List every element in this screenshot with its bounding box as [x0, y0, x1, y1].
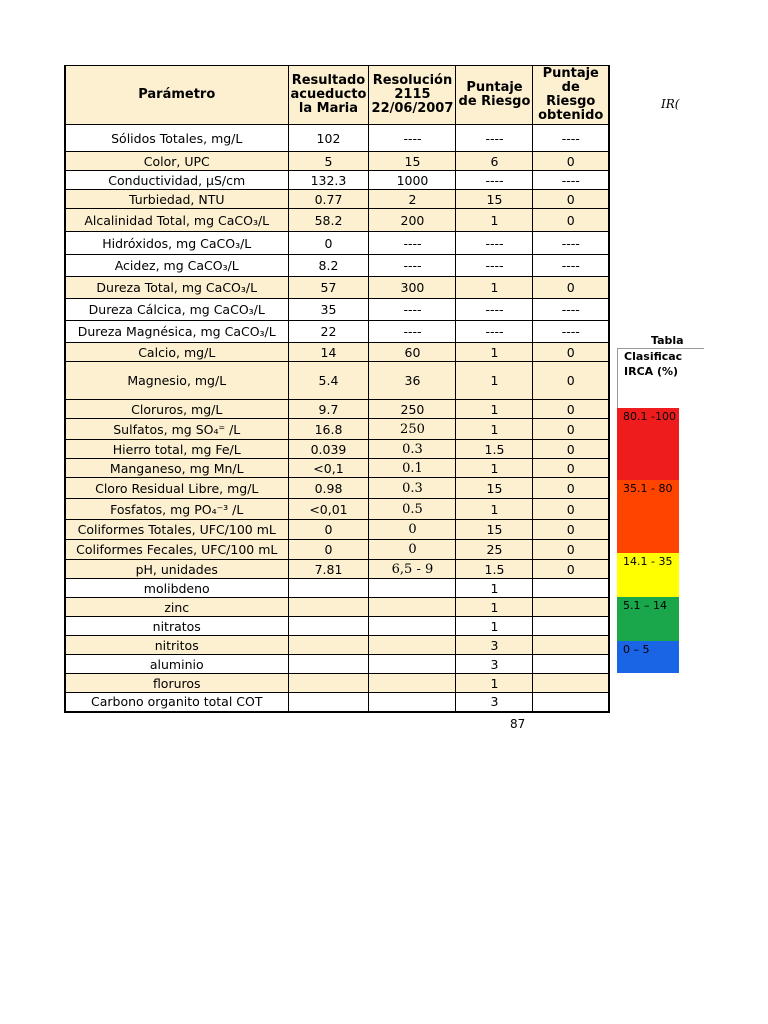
legend-band: 5.1 – 14	[617, 597, 679, 641]
cell-parametro: Cloruros, mg/L	[65, 400, 288, 419]
cell-resultado: <0,1	[288, 459, 369, 478]
cell-obtenido: ----	[533, 255, 609, 277]
cell-obtenido: 0	[533, 520, 609, 540]
cell-resultado: 58.2	[288, 209, 369, 232]
cell-obtenido: 0	[533, 190, 609, 209]
cell-parametro: Hierro total, mg Fe/L	[65, 440, 288, 459]
cell-resultado: 0.98	[288, 478, 369, 499]
cell-puntaje: 1.5	[456, 560, 533, 579]
legend-band: 80.1 -100	[617, 408, 679, 480]
cell-resolucion: 60	[369, 343, 456, 362]
cell-parametro: Color, UPC	[65, 152, 288, 171]
table-row	[65, 440, 609, 459]
cell-puntaje: 15	[456, 478, 533, 499]
cell-puntaje: 1	[456, 362, 533, 400]
table-row	[65, 636, 609, 655]
cell-obtenido: 0	[533, 478, 609, 499]
cell-obtenido: 0	[533, 499, 609, 520]
cell-puntaje: 1	[456, 343, 533, 362]
cell-puntaje: 3	[456, 693, 533, 712]
cell-puntaje: 1	[456, 598, 533, 617]
formula-fragment: IR(	[661, 97, 680, 111]
cell-resultado: 14	[288, 343, 369, 362]
page-number: 87	[510, 717, 526, 731]
cell-resultado: 5.4	[288, 362, 369, 400]
cell-resolucion	[369, 579, 456, 598]
cell-parametro: Carbono organito total COT	[65, 693, 288, 712]
cell-puntaje: 1	[456, 617, 533, 636]
cell-obtenido: 0	[533, 440, 609, 459]
cell-resolucion: 250	[369, 419, 456, 440]
cell-parametro: nitritos	[65, 636, 288, 655]
cell-obtenido: 0	[533, 459, 609, 478]
cell-parametro: Coliformes Fecales, UFC/100 mL	[65, 540, 288, 560]
cell-resolucion: ----	[369, 255, 456, 277]
header-resultado: Resultado acueducto la Maria	[288, 66, 369, 125]
cell-obtenido	[533, 655, 609, 674]
cell-parametro: nitratos	[65, 617, 288, 636]
cell-obtenido: 0	[533, 419, 609, 440]
table-row	[65, 419, 609, 440]
cell-resultado: 0	[288, 520, 369, 540]
header-parametro: Parámetro	[65, 66, 288, 125]
header-resolucion: Resolución 2115 22/06/2007	[369, 66, 456, 125]
cell-puntaje: 1	[456, 419, 533, 440]
cell-puntaje: 15	[456, 190, 533, 209]
cell-obtenido: 0	[533, 540, 609, 560]
cell-resultado	[288, 674, 369, 693]
legend-band: 0 – 5	[617, 641, 679, 673]
cell-parametro: Alcalinidad Total, mg CaCO₃/L	[65, 209, 288, 232]
cell-resolucion: 0.3	[369, 440, 456, 459]
legend-title: Tabla	[651, 334, 684, 347]
cell-resolucion	[369, 598, 456, 617]
cell-resultado	[288, 655, 369, 674]
table-row	[65, 209, 609, 232]
cell-puntaje: 1	[456, 277, 533, 299]
cell-resolucion: 0.3	[369, 478, 456, 499]
cell-parametro: Cloro Residual Libre, mg/L	[65, 478, 288, 499]
table-row	[65, 693, 609, 712]
cell-resolucion: 0	[369, 520, 456, 540]
cell-resultado: 0	[288, 232, 369, 255]
table-row	[65, 343, 609, 362]
table-row	[65, 299, 609, 321]
cell-obtenido: 0	[533, 560, 609, 579]
cell-resolucion: 0	[369, 540, 456, 560]
table-row	[65, 579, 609, 598]
cell-parametro: Turbiedad, NTU	[65, 190, 288, 209]
cell-obtenido	[533, 617, 609, 636]
cell-obtenido: ----	[533, 299, 609, 321]
table-row	[65, 520, 609, 540]
cell-obtenido: ----	[533, 125, 609, 152]
cell-resolucion: 200	[369, 209, 456, 232]
cell-resultado: 8.2	[288, 255, 369, 277]
cell-parametro: Magnesio, mg/L	[65, 362, 288, 400]
cell-resultado: 35	[288, 299, 369, 321]
table-row	[65, 560, 609, 579]
cell-puntaje: ----	[456, 299, 533, 321]
cell-resolucion: ----	[369, 299, 456, 321]
table-row	[65, 277, 609, 299]
cell-resultado: 22	[288, 321, 369, 343]
cell-resolucion: 2	[369, 190, 456, 209]
table-row	[65, 190, 609, 209]
cell-resolucion: 300	[369, 277, 456, 299]
irca-legend	[617, 334, 684, 672]
cell-obtenido: 0	[533, 152, 609, 171]
table-row	[65, 499, 609, 520]
cell-obtenido: 0	[533, 277, 609, 299]
cell-resolucion: ----	[369, 125, 456, 152]
cell-puntaje: 1	[456, 579, 533, 598]
cell-parametro: Conductividad, µS/cm	[65, 171, 288, 190]
legend-header-line-2: IRCA (%)	[624, 365, 679, 378]
cell-resultado: 102	[288, 125, 369, 152]
cell-obtenido: ----	[533, 321, 609, 343]
cell-parametro: Coliformes Totales, UFC/100 mL	[65, 520, 288, 540]
cell-puntaje: 1	[456, 400, 533, 419]
cell-resolucion: ----	[369, 321, 456, 343]
table-row	[65, 617, 609, 636]
legend-band: 14.1 - 35	[617, 553, 679, 597]
cell-parametro: Sólidos Totales, mg/L	[65, 125, 288, 152]
cell-parametro: Dureza Magnésica, mg CaCO₃/L	[65, 321, 288, 343]
cell-obtenido: 0	[533, 343, 609, 362]
cell-parametro: Dureza Total, mg CaCO₃/L	[65, 277, 288, 299]
cell-resultado: <0,01	[288, 499, 369, 520]
cell-resultado	[288, 693, 369, 712]
table-row	[65, 171, 609, 190]
cell-resolucion: 1000	[369, 171, 456, 190]
cell-puntaje: 25	[456, 540, 533, 560]
header-obtenido: Puntaje de Riesgo obtenido	[533, 66, 609, 125]
cell-obtenido: 0	[533, 209, 609, 232]
table-row	[65, 232, 609, 255]
cell-puntaje: 15	[456, 520, 533, 540]
cell-parametro: Calcio, mg/L	[65, 343, 288, 362]
cell-parametro: Fosfatos, mg PO₄⁻³ /L	[65, 499, 288, 520]
table-row	[65, 540, 609, 560]
cell-resolucion: 0.1	[369, 459, 456, 478]
cell-resolucion: 36	[369, 362, 456, 400]
cell-obtenido	[533, 674, 609, 693]
table-row	[65, 152, 609, 171]
cell-parametro: zinc	[65, 598, 288, 617]
cell-puntaje: ----	[456, 171, 533, 190]
cell-resolucion: 250	[369, 400, 456, 419]
cell-puntaje: ----	[456, 255, 533, 277]
legend-band: 35.1 - 80	[617, 480, 679, 553]
table-row	[65, 255, 609, 277]
table-row	[65, 459, 609, 478]
table-row	[65, 400, 609, 419]
cell-resultado: 0	[288, 540, 369, 560]
header-puntaje: Puntaje de Riesgo	[456, 66, 533, 125]
cell-resultado	[288, 579, 369, 598]
cell-parametro: Sulfatos, mg SO₄⁼ /L	[65, 419, 288, 440]
table-row	[65, 598, 609, 617]
cell-puntaje: ----	[456, 232, 533, 255]
cell-parametro: aluminio	[65, 655, 288, 674]
cell-resolucion	[369, 693, 456, 712]
cell-resultado: 7.81	[288, 560, 369, 579]
legend-header-line-1: Clasificac	[624, 350, 683, 363]
cell-resultado: 5	[288, 152, 369, 171]
cell-resolucion	[369, 655, 456, 674]
table-row	[65, 478, 609, 499]
water-quality-table	[64, 65, 610, 713]
cell-resultado: 57	[288, 277, 369, 299]
cell-obtenido: ----	[533, 232, 609, 255]
cell-resolucion	[369, 617, 456, 636]
cell-resolucion: 0.5	[369, 499, 456, 520]
cell-parametro: pH, unidades	[65, 560, 288, 579]
cell-obtenido: 0	[533, 362, 609, 400]
cell-obtenido	[533, 579, 609, 598]
cell-obtenido	[533, 636, 609, 655]
cell-obtenido	[533, 598, 609, 617]
cell-resultado	[288, 598, 369, 617]
cell-resultado: 16.8	[288, 419, 369, 440]
cell-resultado: 132.3	[288, 171, 369, 190]
cell-puntaje: 3	[456, 636, 533, 655]
cell-resolucion	[369, 674, 456, 693]
legend-header	[617, 348, 704, 409]
cell-puntaje: 6	[456, 152, 533, 171]
cell-obtenido: ----	[533, 171, 609, 190]
cell-puntaje: 1.5	[456, 440, 533, 459]
cell-parametro: floruros	[65, 674, 288, 693]
cell-parametro: Manganeso, mg Mn/L	[65, 459, 288, 478]
cell-resolucion	[369, 636, 456, 655]
table-header-row	[65, 66, 609, 125]
table-row	[65, 655, 609, 674]
cell-puntaje: 1	[456, 674, 533, 693]
cell-parametro: molibdeno	[65, 579, 288, 598]
table-row	[65, 674, 609, 693]
cell-obtenido: 0	[533, 400, 609, 419]
cell-puntaje: 1	[456, 499, 533, 520]
table-row	[65, 321, 609, 343]
cell-resolucion: 6,5 - 9	[369, 560, 456, 579]
cell-parametro: Hidróxidos, mg CaCO₃/L	[65, 232, 288, 255]
cell-resolucion: ----	[369, 232, 456, 255]
cell-resultado	[288, 636, 369, 655]
cell-resultado: 0.77	[288, 190, 369, 209]
cell-resultado: 0.039	[288, 440, 369, 459]
table-row	[65, 362, 609, 400]
cell-resolucion: 15	[369, 152, 456, 171]
cell-puntaje: 3	[456, 655, 533, 674]
table-row	[65, 125, 609, 152]
cell-parametro: Acidez, mg CaCO₃/L	[65, 255, 288, 277]
cell-puntaje: 1	[456, 459, 533, 478]
cell-resultado	[288, 617, 369, 636]
cell-obtenido	[533, 693, 609, 712]
cell-puntaje: 1	[456, 209, 533, 232]
cell-puntaje: ----	[456, 321, 533, 343]
cell-parametro: Dureza Cálcica, mg CaCO₃/L	[65, 299, 288, 321]
cell-puntaje: ----	[456, 125, 533, 152]
cell-resultado: 9.7	[288, 400, 369, 419]
